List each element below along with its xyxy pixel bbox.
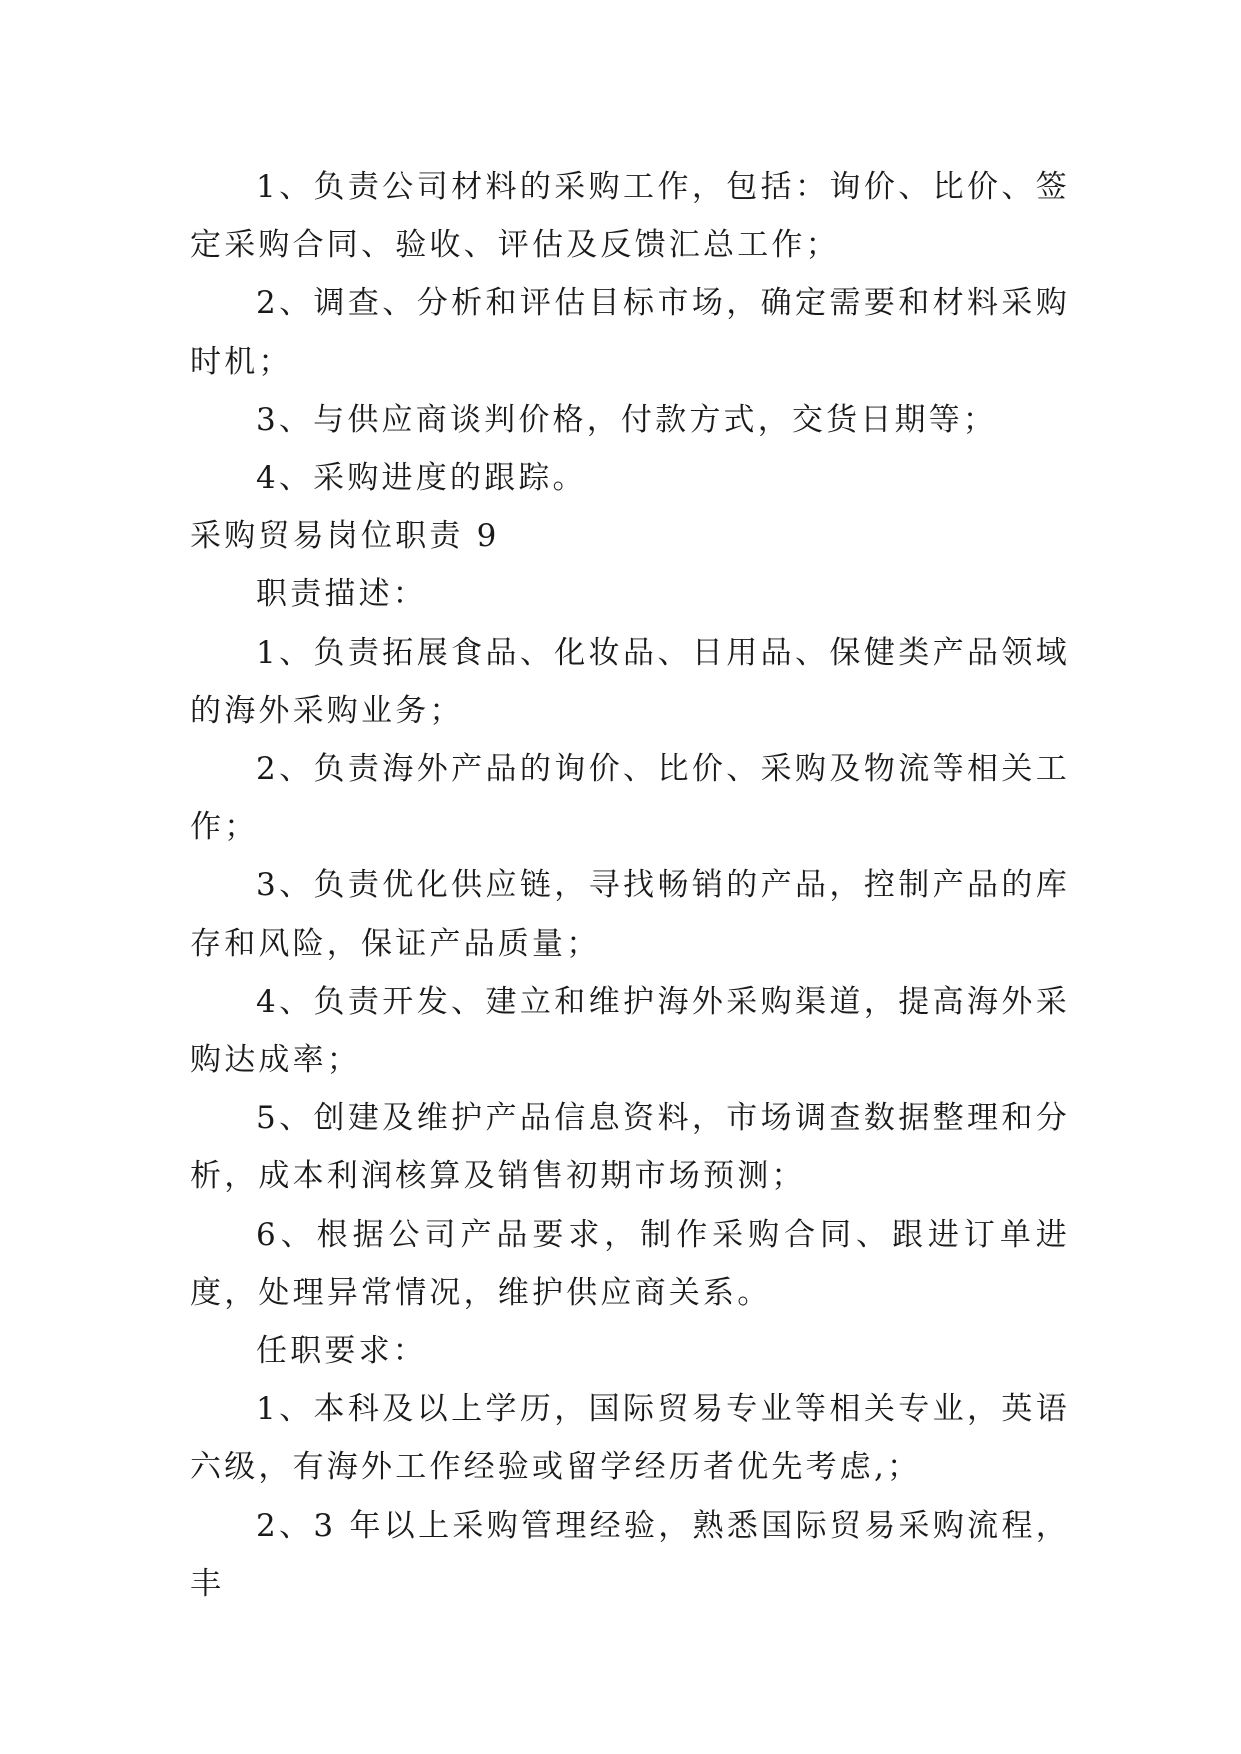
paragraph-duty-1: 1、负责公司材料的采购工作，包括：询价、比价、签定采购合同、验收、评估及反馈汇总工作； bbox=[190, 169, 1070, 264]
paragraph-description-5: 5、创建及维护产品信息资料，市场调查数据整理和分析，成本利润核算及销售初期市场预测； bbox=[190, 1100, 1070, 1195]
section-heading: 采购贸易岗位职责 9 bbox=[190, 518, 500, 555]
paragraph-description-6: 6、根据公司产品要求，制作采购合同、跟进订单进度，处理异常情况，维护供应商关系。 bbox=[190, 1216, 1070, 1311]
paragraph-description-1: 1、负责拓展食品、化妆品、日用品、保健类产品领域的海外采购业务； bbox=[190, 634, 1070, 729]
paragraph-duty-4: 4、采购进度的跟踪。 bbox=[256, 460, 587, 497]
subheading-requirements: 任职要求： bbox=[256, 1333, 427, 1370]
document-body bbox=[190, 158, 1070, 1613]
paragraph-requirement-2: 2、3 年以上采购管理经验，熟悉国际贸易采购流程，丰 bbox=[190, 1507, 1070, 1602]
paragraph-duty-3: 3、与供应商谈判价格，付款方式，交货日期等； bbox=[256, 401, 998, 438]
paragraph-requirement-1: 1、本科及以上学历，国际贸易专业等相关专业，英语六级，有海外工作经验或留学经历者优先考虑,； bbox=[190, 1391, 1070, 1486]
paragraph-description-2: 2、负责海外产品的询价、比价、采购及物流等相关工作； bbox=[190, 751, 1070, 846]
paragraph-description-3: 3、负责优化供应链，寻找畅销的产品，控制产品的库存和风险，保证产品质量； bbox=[190, 867, 1070, 962]
subheading-duty-description: 职责描述： bbox=[256, 576, 427, 613]
paragraph-duty-2: 2、调查、分析和评估目标市场，确定需要和材料采购时机； bbox=[190, 285, 1070, 380]
paragraph-description-4: 4、负责开发、建立和维护海外采购渠道，提高海外采购达成率； bbox=[190, 983, 1070, 1079]
